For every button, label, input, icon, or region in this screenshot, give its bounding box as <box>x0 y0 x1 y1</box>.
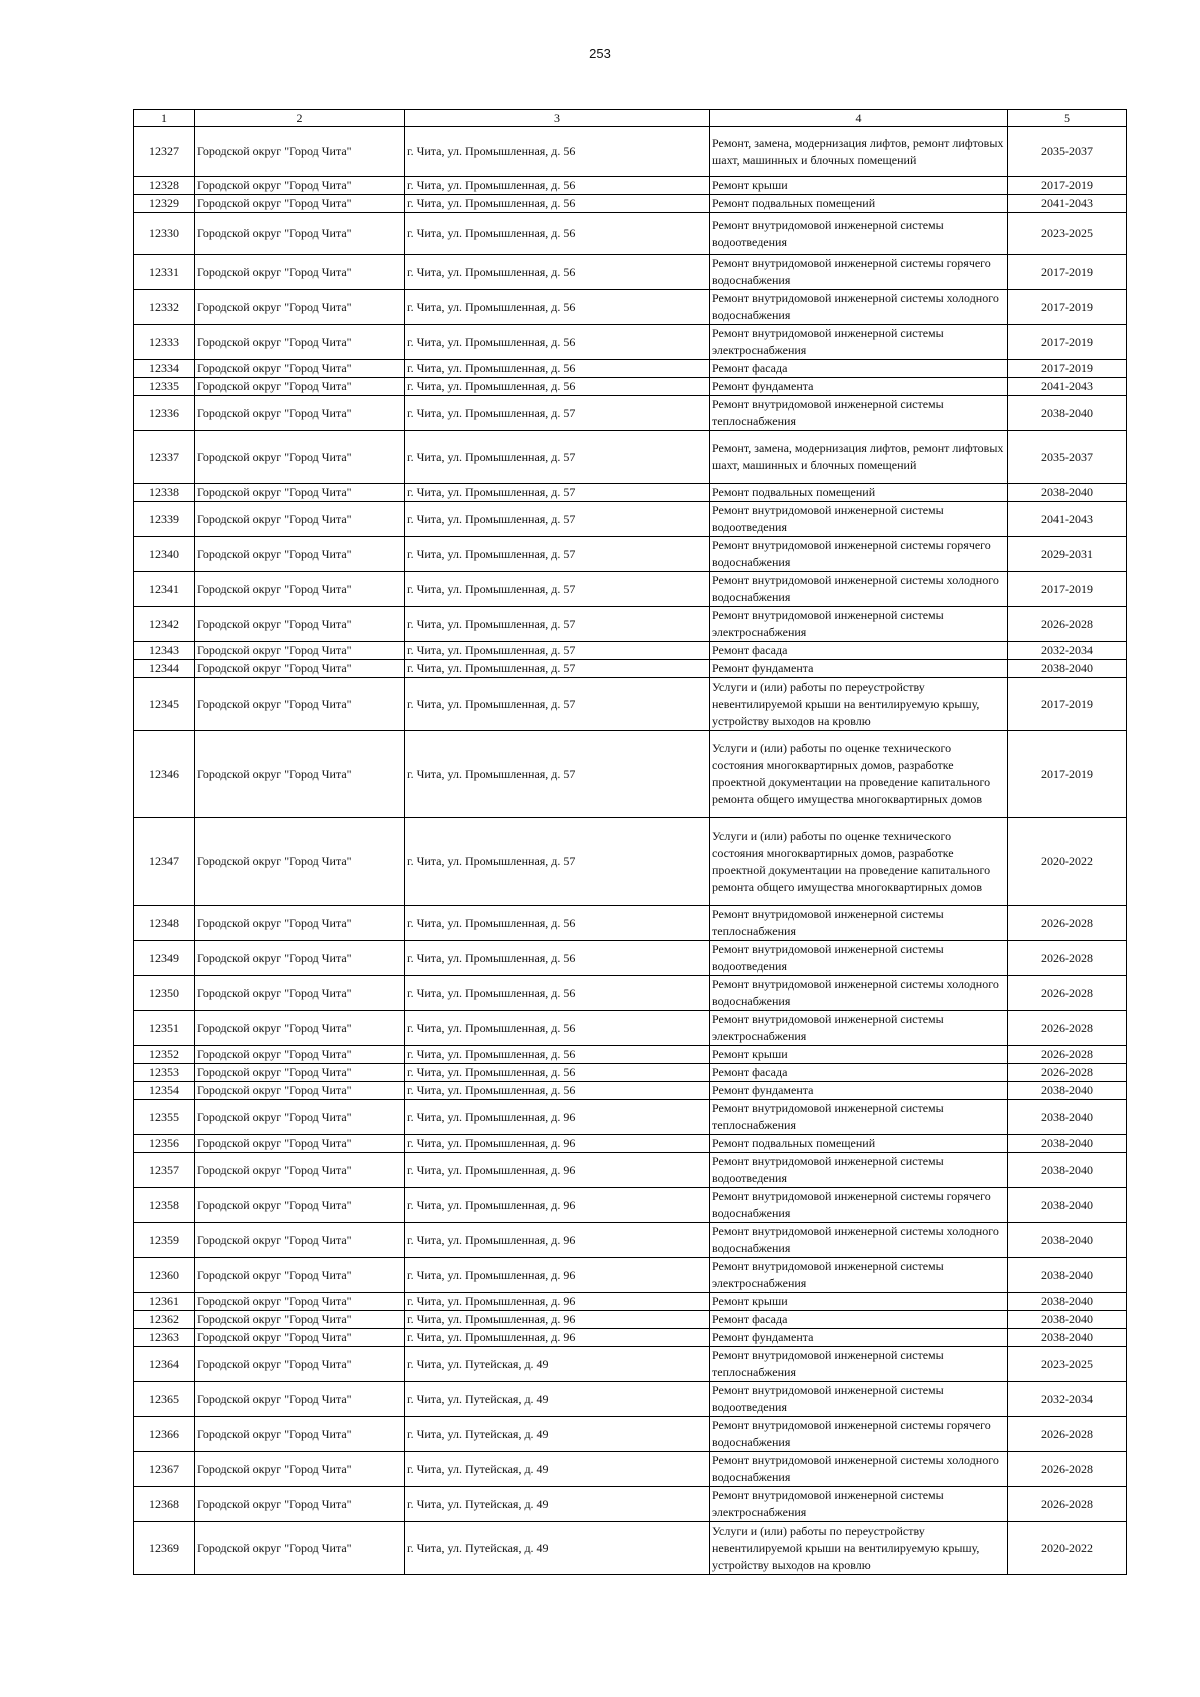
work-type-cell: Ремонт фундамента <box>710 1329 1008 1347</box>
table-row <box>134 1329 1127 1347</box>
work-type-cell: Ремонт внутридомовой инженерной системы холодного водоснабжения <box>710 572 1008 607</box>
address-cell: г. Чита, ул. Промышленная, д. 56 <box>405 213 710 255</box>
table-row <box>134 396 1127 431</box>
address-cell: г. Чита, ул. Промышленная, д. 96 <box>405 1135 710 1153</box>
row-number-cell: 12365 <box>134 1382 195 1417</box>
row-number-cell: 12344 <box>134 660 195 678</box>
district-cell: Городской округ "Город Чита" <box>195 1522 405 1575</box>
district-cell: Городской округ "Город Чита" <box>195 484 405 502</box>
district-cell: Городской округ "Город Чита" <box>195 1293 405 1311</box>
period-cell: 2029-2031 <box>1008 537 1127 572</box>
row-number-cell: 12359 <box>134 1223 195 1258</box>
column-header-4: 4 <box>710 110 1008 127</box>
district-cell: Городской округ "Город Чита" <box>195 1188 405 1223</box>
row-number-cell: 12362 <box>134 1311 195 1329</box>
row-number-cell: 12333 <box>134 325 195 360</box>
work-type-cell: Ремонт внутридомовой инженерной системы горячего водоснабжения <box>710 537 1008 572</box>
work-type-cell: Ремонт внутридомовой инженерной системы теплоснабжения <box>710 1347 1008 1382</box>
district-cell: Городской округ "Город Чита" <box>195 1311 405 1329</box>
address-cell: г. Чита, ул. Путейская, д. 49 <box>405 1522 710 1575</box>
period-cell: 2017-2019 <box>1008 572 1127 607</box>
address-cell: г. Чита, ул. Промышленная, д. 56 <box>405 177 710 195</box>
work-type-cell: Услуги и (или) работы по переустройству невентилируемой крыши на вентилируемую крышу, устройству выходов на кровлю <box>710 678 1008 731</box>
row-number-cell: 12334 <box>134 360 195 378</box>
work-type-cell: Ремонт внутридомовой инженерной системы холодного водоснабжения <box>710 1452 1008 1487</box>
period-cell: 2035-2037 <box>1008 431 1127 484</box>
period-cell: 2041-2043 <box>1008 195 1127 213</box>
period-cell: 2038-2040 <box>1008 1223 1127 1258</box>
row-number-cell: 12342 <box>134 607 195 642</box>
address-cell: г. Чита, ул. Промышленная, д. 56 <box>405 360 710 378</box>
table-row <box>134 360 1127 378</box>
period-cell: 2026-2028 <box>1008 906 1127 941</box>
work-type-cell: Услуги и (или) работы по оценке технического состояния многоквартирных домов, разработке проектной документации на проведение капитального ремонта общего имущества многоквартирных домов <box>710 818 1008 906</box>
row-number-cell: 12349 <box>134 941 195 976</box>
work-type-cell: Ремонт фундамента <box>710 1082 1008 1100</box>
period-cell: 2032-2034 <box>1008 1382 1127 1417</box>
period-cell: 2020-2022 <box>1008 818 1127 906</box>
table-row <box>134 1100 1127 1135</box>
work-type-cell: Ремонт фасада <box>710 1311 1008 1329</box>
address-cell: г. Чита, ул. Промышленная, д. 56 <box>405 127 710 177</box>
table-row <box>134 290 1127 325</box>
period-cell: 2038-2040 <box>1008 1188 1127 1223</box>
page-number: 253 <box>589 46 611 61</box>
work-type-cell: Ремонт внутридомовой инженерной системы электроснабжения <box>710 1011 1008 1046</box>
period-cell: 2026-2028 <box>1008 1452 1127 1487</box>
row-number-cell: 12345 <box>134 678 195 731</box>
column-header-1: 1 <box>134 110 195 127</box>
district-cell: Городской округ "Город Чита" <box>195 1135 405 1153</box>
address-cell: г. Чита, ул. Промышленная, д. 57 <box>405 484 710 502</box>
district-cell: Городской округ "Город Чита" <box>195 1382 405 1417</box>
table-row <box>134 1082 1127 1100</box>
district-cell: Городской округ "Город Чита" <box>195 1011 405 1046</box>
row-number-cell: 12338 <box>134 484 195 502</box>
district-cell: Городской округ "Город Чита" <box>195 572 405 607</box>
district-cell: Городской округ "Город Чита" <box>195 1100 405 1135</box>
address-cell: г. Чита, ул. Путейская, д. 49 <box>405 1487 710 1522</box>
period-cell: 2038-2040 <box>1008 396 1127 431</box>
address-cell: г. Чита, ул. Промышленная, д. 96 <box>405 1329 710 1347</box>
row-number-cell: 12350 <box>134 976 195 1011</box>
address-cell: г. Чита, ул. Промышленная, д. 56 <box>405 976 710 1011</box>
row-number-cell: 12343 <box>134 642 195 660</box>
address-cell: г. Чита, ул. Промышленная, д. 56 <box>405 325 710 360</box>
district-cell: Городской округ "Город Чита" <box>195 678 405 731</box>
table-row <box>134 1417 1127 1452</box>
table-row <box>134 572 1127 607</box>
table-row <box>134 325 1127 360</box>
work-type-cell: Ремонт внутридомовой инженерной системы холодного водоснабжения <box>710 976 1008 1011</box>
table-row <box>134 1046 1127 1064</box>
district-cell: Городской округ "Город Чита" <box>195 360 405 378</box>
address-cell: г. Чита, ул. Промышленная, д. 56 <box>405 941 710 976</box>
district-cell: Городской округ "Город Чита" <box>195 731 405 818</box>
table-row <box>134 1064 1127 1082</box>
district-cell: Городской округ "Город Чита" <box>195 1452 405 1487</box>
address-cell: г. Чита, ул. Путейская, д. 49 <box>405 1347 710 1382</box>
row-number-cell: 12330 <box>134 213 195 255</box>
district-cell: Городской округ "Город Чита" <box>195 1046 405 1064</box>
work-type-cell: Ремонт фасада <box>710 642 1008 660</box>
period-cell: 2026-2028 <box>1008 607 1127 642</box>
period-cell: 2041-2043 <box>1008 378 1127 396</box>
district-cell: Городской округ "Город Чита" <box>195 660 405 678</box>
work-type-cell: Ремонт внутридомовой инженерной системы теплоснабжения <box>710 396 1008 431</box>
work-type-cell: Услуги и (или) работы по переустройству невентилируемой крыши на вентилируемую крышу, устройству выходов на кровлю <box>710 1522 1008 1575</box>
table-body <box>134 127 1127 1575</box>
row-number-cell: 12329 <box>134 195 195 213</box>
table-row <box>134 1293 1127 1311</box>
row-number-cell: 12339 <box>134 502 195 537</box>
district-cell: Городской округ "Город Чита" <box>195 607 405 642</box>
row-number-cell: 12368 <box>134 1487 195 1522</box>
address-cell: г. Чита, ул. Промышленная, д. 57 <box>405 818 710 906</box>
work-type-cell: Ремонт крыши <box>710 1293 1008 1311</box>
district-cell: Городской округ "Город Чита" <box>195 1329 405 1347</box>
address-cell: г. Чита, ул. Промышленная, д. 57 <box>405 642 710 660</box>
district-cell: Городской округ "Город Чита" <box>195 1487 405 1522</box>
repair-schedule-table <box>133 109 1127 1575</box>
period-cell: 2038-2040 <box>1008 1311 1127 1329</box>
address-cell: г. Чита, ул. Промышленная, д. 56 <box>405 290 710 325</box>
work-type-cell: Ремонт фасада <box>710 1064 1008 1082</box>
work-type-cell: Ремонт внутридомовой инженерной системы горячего водоснабжения <box>710 255 1008 290</box>
address-cell: г. Чита, ул. Промышленная, д. 57 <box>405 537 710 572</box>
period-cell: 2017-2019 <box>1008 325 1127 360</box>
address-cell: г. Чита, ул. Промышленная, д. 57 <box>405 731 710 818</box>
period-cell: 2038-2040 <box>1008 1293 1127 1311</box>
table-row <box>134 195 1127 213</box>
row-number-cell: 12355 <box>134 1100 195 1135</box>
district-cell: Городской округ "Город Чита" <box>195 255 405 290</box>
row-number-cell: 12336 <box>134 396 195 431</box>
district-cell: Городской округ "Город Чита" <box>195 213 405 255</box>
work-type-cell: Ремонт внутридомовой инженерной системы теплоснабжения <box>710 906 1008 941</box>
address-cell: г. Чита, ул. Промышленная, д. 56 <box>405 906 710 941</box>
table-row <box>134 1347 1127 1382</box>
work-type-cell: Ремонт фундамента <box>710 378 1008 396</box>
table-row <box>134 1188 1127 1223</box>
period-cell: 2041-2043 <box>1008 502 1127 537</box>
period-cell: 2017-2019 <box>1008 731 1127 818</box>
district-cell: Городской округ "Город Чита" <box>195 537 405 572</box>
district-cell: Городской округ "Город Чита" <box>195 1417 405 1452</box>
district-cell: Городской округ "Город Чита" <box>195 502 405 537</box>
district-cell: Городской округ "Город Чита" <box>195 976 405 1011</box>
row-number-cell: 12353 <box>134 1064 195 1082</box>
period-cell: 2023-2025 <box>1008 213 1127 255</box>
district-cell: Городской округ "Город Чита" <box>195 1064 405 1082</box>
address-cell: г. Чита, ул. Промышленная, д. 56 <box>405 1082 710 1100</box>
period-cell: 2035-2037 <box>1008 127 1127 177</box>
period-cell: 2038-2040 <box>1008 1329 1127 1347</box>
address-cell: г. Чита, ул. Промышленная, д. 96 <box>405 1311 710 1329</box>
district-cell: Городской округ "Город Чита" <box>195 642 405 660</box>
district-cell: Городской округ "Город Чита" <box>195 818 405 906</box>
address-cell: г. Чита, ул. Промышленная, д. 56 <box>405 255 710 290</box>
work-type-cell: Ремонт фундамента <box>710 660 1008 678</box>
row-number-cell: 12328 <box>134 177 195 195</box>
period-cell: 2017-2019 <box>1008 255 1127 290</box>
table-row <box>134 607 1127 642</box>
period-cell: 2038-2040 <box>1008 1082 1127 1100</box>
period-cell: 2017-2019 <box>1008 290 1127 325</box>
work-type-cell: Ремонт внутридомовой инженерной системы электроснабжения <box>710 1258 1008 1293</box>
period-cell: 2038-2040 <box>1008 1135 1127 1153</box>
district-cell: Городской округ "Город Чита" <box>195 1223 405 1258</box>
address-cell: г. Чита, ул. Промышленная, д. 57 <box>405 678 710 731</box>
table-row <box>134 255 1127 290</box>
work-type-cell: Ремонт, замена, модернизация лифтов, ремонт лифтовых шахт, машинных и блочных помещений <box>710 431 1008 484</box>
table-row <box>134 818 1127 906</box>
address-cell: г. Чита, ул. Промышленная, д. 96 <box>405 1223 710 1258</box>
address-cell: г. Чита, ул. Промышленная, д. 56 <box>405 378 710 396</box>
table-row <box>134 177 1127 195</box>
row-number-cell: 12354 <box>134 1082 195 1100</box>
period-cell: 2038-2040 <box>1008 660 1127 678</box>
table-row <box>134 502 1127 537</box>
district-cell: Городской округ "Город Чита" <box>195 378 405 396</box>
period-cell: 2038-2040 <box>1008 484 1127 502</box>
table-row <box>134 731 1127 818</box>
period-cell: 2026-2028 <box>1008 1064 1127 1082</box>
period-cell: 2038-2040 <box>1008 1100 1127 1135</box>
table-row <box>134 1153 1127 1188</box>
period-cell: 2023-2025 <box>1008 1347 1127 1382</box>
table-row <box>134 1011 1127 1046</box>
table-row <box>134 1135 1127 1153</box>
period-cell: 2032-2034 <box>1008 642 1127 660</box>
table-row <box>134 941 1127 976</box>
district-cell: Городской округ "Город Чита" <box>195 1082 405 1100</box>
row-number-cell: 12363 <box>134 1329 195 1347</box>
row-number-cell: 12341 <box>134 572 195 607</box>
row-number-cell: 12361 <box>134 1293 195 1311</box>
address-cell: г. Чита, ул. Промышленная, д. 96 <box>405 1293 710 1311</box>
work-type-cell: Ремонт внутридомовой инженерной системы водоотведения <box>710 1382 1008 1417</box>
period-cell: 2026-2028 <box>1008 941 1127 976</box>
work-type-cell: Ремонт подвальных помещений <box>710 484 1008 502</box>
district-cell: Городской округ "Город Чита" <box>195 290 405 325</box>
work-type-cell: Ремонт, замена, модернизация лифтов, ремонт лифтовых шахт, машинных и блочных помещений <box>710 127 1008 177</box>
work-type-cell: Ремонт внутридомовой инженерной системы горячего водоснабжения <box>710 1417 1008 1452</box>
row-number-cell: 12340 <box>134 537 195 572</box>
table-row <box>134 642 1127 660</box>
work-type-cell: Ремонт внутридомовой инженерной системы водоотведения <box>710 213 1008 255</box>
work-type-cell: Ремонт внутридомовой инженерной системы водоотведения <box>710 1153 1008 1188</box>
row-number-cell: 12358 <box>134 1188 195 1223</box>
address-cell: г. Чита, ул. Промышленная, д. 57 <box>405 572 710 607</box>
row-number-cell: 12364 <box>134 1347 195 1382</box>
address-cell: г. Чита, ул. Промышленная, д. 96 <box>405 1100 710 1135</box>
table-row <box>134 213 1127 255</box>
column-header-3: 3 <box>405 110 710 127</box>
column-header-5: 5 <box>1008 110 1127 127</box>
table-row <box>134 378 1127 396</box>
district-cell: Городской округ "Город Чита" <box>195 906 405 941</box>
address-cell: г. Чита, ул. Промышленная, д. 57 <box>405 607 710 642</box>
address-cell: г. Чита, ул. Промышленная, д. 96 <box>405 1153 710 1188</box>
district-cell: Городской округ "Город Чита" <box>195 1153 405 1188</box>
district-cell: Городской округ "Город Чита" <box>195 1347 405 1382</box>
district-cell: Городской округ "Город Чита" <box>195 941 405 976</box>
row-number-cell: 12332 <box>134 290 195 325</box>
period-cell: 2026-2028 <box>1008 1011 1127 1046</box>
address-cell: г. Чита, ул. Промышленная, д. 56 <box>405 195 710 213</box>
table-row <box>134 537 1127 572</box>
period-cell: 2026-2028 <box>1008 976 1127 1011</box>
address-cell: г. Чита, ул. Путейская, д. 49 <box>405 1417 710 1452</box>
period-cell: 2026-2028 <box>1008 1487 1127 1522</box>
address-cell: г. Чита, ул. Промышленная, д. 56 <box>405 1046 710 1064</box>
row-number-cell: 12366 <box>134 1417 195 1452</box>
address-cell: г. Чита, ул. Промышленная, д. 57 <box>405 502 710 537</box>
table-row <box>134 1382 1127 1417</box>
work-type-cell: Ремонт внутридомовой инженерной системы теплоснабжения <box>710 1100 1008 1135</box>
table-row <box>134 1258 1127 1293</box>
table-row <box>134 127 1127 177</box>
row-number-cell: 12352 <box>134 1046 195 1064</box>
period-cell: 2038-2040 <box>1008 1153 1127 1188</box>
period-cell: 2026-2028 <box>1008 1417 1127 1452</box>
row-number-cell: 12348 <box>134 906 195 941</box>
address-cell: г. Чита, ул. Путейская, д. 49 <box>405 1382 710 1417</box>
district-cell: Городской округ "Город Чита" <box>195 325 405 360</box>
row-number-cell: 12367 <box>134 1452 195 1487</box>
row-number-cell: 12360 <box>134 1258 195 1293</box>
address-cell: г. Чита, ул. Промышленная, д. 56 <box>405 1011 710 1046</box>
table-row <box>134 1522 1127 1575</box>
row-number-cell: 12347 <box>134 818 195 906</box>
district-cell: Городской округ "Город Чита" <box>195 127 405 177</box>
table-row <box>134 1223 1127 1258</box>
work-type-cell: Ремонт внутридомовой инженерной системы электроснабжения <box>710 1487 1008 1522</box>
row-number-cell: 12357 <box>134 1153 195 1188</box>
table-row <box>134 1311 1127 1329</box>
period-cell: 2020-2022 <box>1008 1522 1127 1575</box>
row-number-cell: 12346 <box>134 731 195 818</box>
work-type-cell: Ремонт подвальных помещений <box>710 1135 1008 1153</box>
district-cell: Городской округ "Город Чита" <box>195 431 405 484</box>
table-header-row <box>134 110 1127 127</box>
district-cell: Городской округ "Город Чита" <box>195 396 405 431</box>
work-type-cell: Ремонт внутридомовой инженерной системы холодного водоснабжения <box>710 290 1008 325</box>
table-row <box>134 678 1127 731</box>
table-row <box>134 431 1127 484</box>
work-type-cell: Ремонт крыши <box>710 1046 1008 1064</box>
district-cell: Городской округ "Город Чита" <box>195 1258 405 1293</box>
address-cell: г. Чита, ул. Промышленная, д. 57 <box>405 431 710 484</box>
work-type-cell: Ремонт внутридомовой инженерной системы холодного водоснабжения <box>710 1223 1008 1258</box>
work-type-cell: Ремонт внутридомовой инженерной системы электроснабжения <box>710 325 1008 360</box>
column-header-2: 2 <box>195 110 405 127</box>
table-row <box>134 906 1127 941</box>
period-cell: 2017-2019 <box>1008 360 1127 378</box>
work-type-cell: Услуги и (или) работы по оценке технического состояния многоквартирных домов, разработке проектной документации на проведение капитального ремонта общего имущества многоквартирных домов <box>710 731 1008 818</box>
table-row <box>134 1487 1127 1522</box>
work-type-cell: Ремонт внутридомовой инженерной системы электроснабжения <box>710 607 1008 642</box>
work-type-cell: Ремонт внутридомовой инженерной системы водоотведения <box>710 941 1008 976</box>
period-cell: 2017-2019 <box>1008 678 1127 731</box>
table-row <box>134 660 1127 678</box>
period-cell: 2038-2040 <box>1008 1258 1127 1293</box>
work-type-cell: Ремонт крыши <box>710 177 1008 195</box>
period-cell: 2017-2019 <box>1008 177 1127 195</box>
address-cell: г. Чита, ул. Промышленная, д. 56 <box>405 1064 710 1082</box>
row-number-cell: 12331 <box>134 255 195 290</box>
work-type-cell: Ремонт подвальных помещений <box>710 195 1008 213</box>
district-cell: Городской округ "Город Чита" <box>195 195 405 213</box>
table-row <box>134 1452 1127 1487</box>
period-cell: 2026-2028 <box>1008 1046 1127 1064</box>
address-cell: г. Чита, ул. Промышленная, д. 57 <box>405 396 710 431</box>
work-type-cell: Ремонт внутридомовой инженерной системы горячего водоснабжения <box>710 1188 1008 1223</box>
address-cell: г. Чита, ул. Промышленная, д. 57 <box>405 660 710 678</box>
table-row <box>134 484 1127 502</box>
district-cell: Городской округ "Город Чита" <box>195 177 405 195</box>
row-number-cell: 12337 <box>134 431 195 484</box>
row-number-cell: 12327 <box>134 127 195 177</box>
row-number-cell: 12335 <box>134 378 195 396</box>
address-cell: г. Чита, ул. Путейская, д. 49 <box>405 1452 710 1487</box>
row-number-cell: 12369 <box>134 1522 195 1575</box>
address-cell: г. Чита, ул. Промышленная, д. 96 <box>405 1188 710 1223</box>
address-cell: г. Чита, ул. Промышленная, д. 96 <box>405 1258 710 1293</box>
row-number-cell: 12351 <box>134 1011 195 1046</box>
row-number-cell: 12356 <box>134 1135 195 1153</box>
table-row <box>134 976 1127 1011</box>
work-type-cell: Ремонт фасада <box>710 360 1008 378</box>
work-type-cell: Ремонт внутридомовой инженерной системы водоотведения <box>710 502 1008 537</box>
